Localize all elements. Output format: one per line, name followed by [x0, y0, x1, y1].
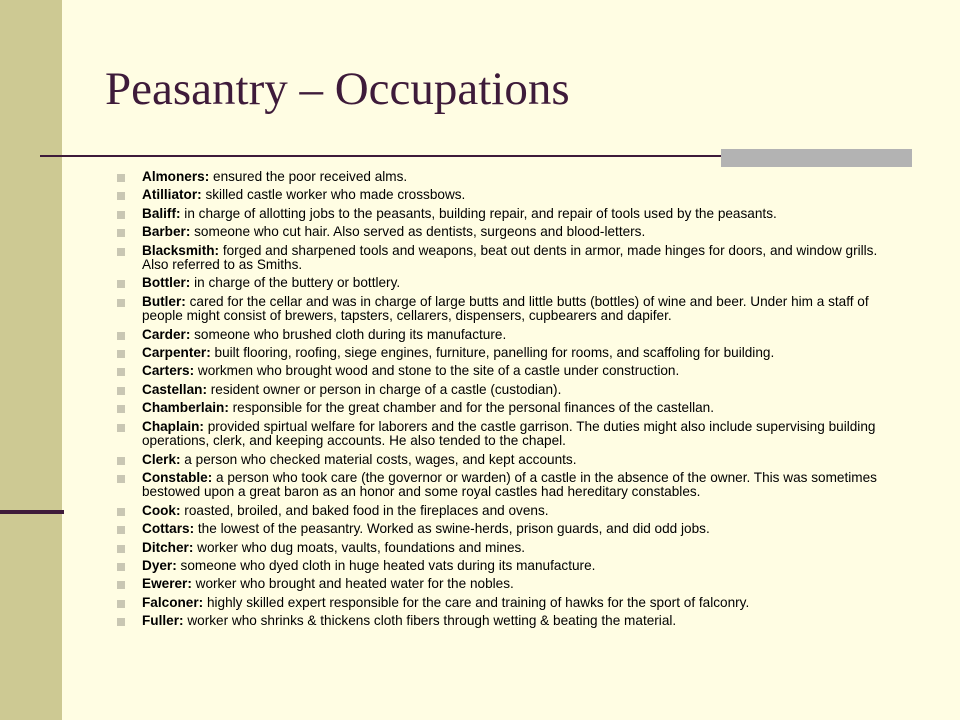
bullet-square-icon	[117, 405, 125, 413]
occupation-description: workmen who brought wood and stone to the site of a castle under construction.	[194, 363, 680, 379]
list-item	[115, 541, 900, 555]
occupation-term: Clerk:	[142, 451, 181, 467]
list-item	[115, 596, 900, 610]
occupation-term: Falconer:	[142, 594, 204, 610]
occupation-term: Almoners:	[142, 169, 210, 184]
occupation-list	[115, 170, 900, 633]
occupation-term: Fuller:	[142, 613, 184, 629]
list-item	[115, 420, 900, 449]
occupation-term: Castellan:	[142, 381, 207, 397]
occupation-description: resident owner or person in charge of a castle (custodian).	[206, 381, 562, 397]
occupation-description: someone who dyed cloth in huge heated vats during its manufacture.	[176, 557, 596, 573]
list-item	[115, 364, 900, 378]
occupation-description: skilled castle worker who made crossbows.	[201, 187, 466, 203]
list-item	[115, 225, 900, 239]
left-accent-rule	[0, 510, 64, 514]
occupation-term: Bottler:	[142, 275, 191, 291]
occupation-term: Baliff:	[142, 205, 181, 221]
occupation-description: someone who cut hair. Also served as dentists, surgeons and blood-letters.	[190, 224, 646, 240]
list-item	[115, 504, 900, 518]
occupation-description: worker who dug moats, vaults, foundations and mines.	[193, 539, 526, 555]
slide-title: Peasantry – Occupations	[105, 63, 570, 115]
bullet-square-icon	[117, 280, 125, 288]
occupation-description: provided spirtual welfare for laborers and the castle garrison. The duties might also include supervising building operations, clerk, and keeping accounts. He also tended to the chapel.	[142, 418, 876, 449]
occupation-term: Atilliator:	[142, 187, 202, 203]
occupation-description: in charge of allotting jobs to the peasants, building repair, and repair of tools used by the peasants.	[180, 205, 777, 221]
list-item	[115, 559, 900, 573]
list-item	[115, 276, 900, 290]
occupation-description: the lowest of the peasantry. Worked as swine-herds, prison guards, and did odd jobs.	[194, 521, 710, 537]
bullet-square-icon	[117, 581, 125, 589]
bullet-square-icon	[117, 618, 125, 626]
occupation-description: in charge of the buttery or bottlery.	[190, 275, 401, 291]
bullet-square-icon	[117, 526, 125, 534]
occupation-term: Carters:	[142, 363, 195, 379]
list-item	[115, 577, 900, 591]
occupation-term: Constable:	[142, 469, 213, 485]
list-item	[115, 346, 900, 360]
bullet-square-icon	[117, 457, 125, 465]
occupation-term: Blacksmith:	[142, 242, 220, 258]
title-accent-block	[721, 149, 912, 167]
bullet-square-icon	[117, 600, 125, 608]
list-item	[115, 328, 900, 342]
occupation-term: Chaplain:	[142, 418, 204, 434]
occupation-description: built flooring, roofing, siege engines, furniture, panelling for rooms, and scaffoling for building.	[210, 345, 775, 361]
bullet-square-icon	[117, 424, 125, 432]
occupation-description: a person who took care (the governor or warden) of a castle in the absence of the owner. This was sometimes bestowed upon a great baron as an honor and some royal castles had hereditary constables.	[142, 469, 877, 500]
bullet-square-icon	[117, 508, 125, 516]
bullet-square-icon	[117, 299, 125, 307]
occupation-description: someone who brushed cloth during its manufacture.	[190, 326, 507, 342]
bullet-square-icon	[117, 211, 125, 219]
occupation-term: Barber:	[142, 224, 191, 240]
list-item	[115, 188, 900, 202]
occupation-description: highly skilled expert responsible for the care and training of hawks for the sport of falconry.	[203, 594, 750, 610]
bullet-square-icon	[117, 545, 125, 553]
occupation-description: a person who checked material costs, wages, and kept accounts.	[180, 451, 577, 467]
list-item	[115, 522, 900, 536]
occupation-description: forged and sharpened tools and weapons, beat out dents in armor, made hinges for doors, and window grills. Also referred to as Smiths.	[142, 242, 878, 273]
bullet-square-icon	[117, 248, 125, 256]
list-item	[115, 453, 900, 467]
occupation-description: roasted, broiled, and baked food in the fireplaces and ovens.	[180, 502, 549, 518]
occupation-term: Carder:	[142, 326, 191, 342]
left-accent-bar	[0, 0, 62, 720]
occupation-term: Chamberlain:	[142, 400, 229, 416]
list-item	[115, 401, 900, 415]
occupation-term: Ewerer:	[142, 576, 192, 592]
list-item	[115, 383, 900, 397]
list-item	[115, 295, 900, 324]
occupation-term: Dyer:	[142, 557, 177, 573]
occupation-term: Carpenter:	[142, 345, 211, 361]
occupation-description: responsible for the great chamber and for the personal finances of the castellan.	[228, 400, 715, 416]
list-item	[115, 244, 900, 273]
occupation-term: Cottars:	[142, 521, 195, 537]
list-item	[115, 207, 900, 221]
bullet-square-icon	[117, 332, 125, 340]
occupation-description: worker who brought and heated water for the nobles.	[191, 576, 514, 592]
bullet-square-icon	[117, 229, 125, 237]
occupation-term: Butler:	[142, 293, 186, 309]
bullet-square-icon	[117, 174, 125, 182]
occupation-description: worker who shrinks & thickens cloth fibers through wetting & beating the material.	[183, 613, 677, 629]
occupation-description: cared for the cellar and was in charge of large butts and little butts (bottles) of wine and beer. Under him a staff of people might consist of brewers, tapsters, cellarers, dispensers, cupbearers and dapifer.	[142, 293, 869, 324]
list-item	[115, 471, 900, 500]
bullet-square-icon	[117, 475, 125, 483]
bullet-square-icon	[117, 350, 125, 358]
list-item	[115, 170, 900, 184]
bullet-square-icon	[117, 563, 125, 571]
occupation-description: ensured the poor received alms.	[209, 169, 408, 184]
bullet-square-icon	[117, 192, 125, 200]
occupation-term: Cook:	[142, 502, 181, 518]
occupation-term: Ditcher:	[142, 539, 194, 555]
list-item	[115, 614, 900, 628]
bullet-square-icon	[117, 387, 125, 395]
bullet-square-icon	[117, 368, 125, 376]
